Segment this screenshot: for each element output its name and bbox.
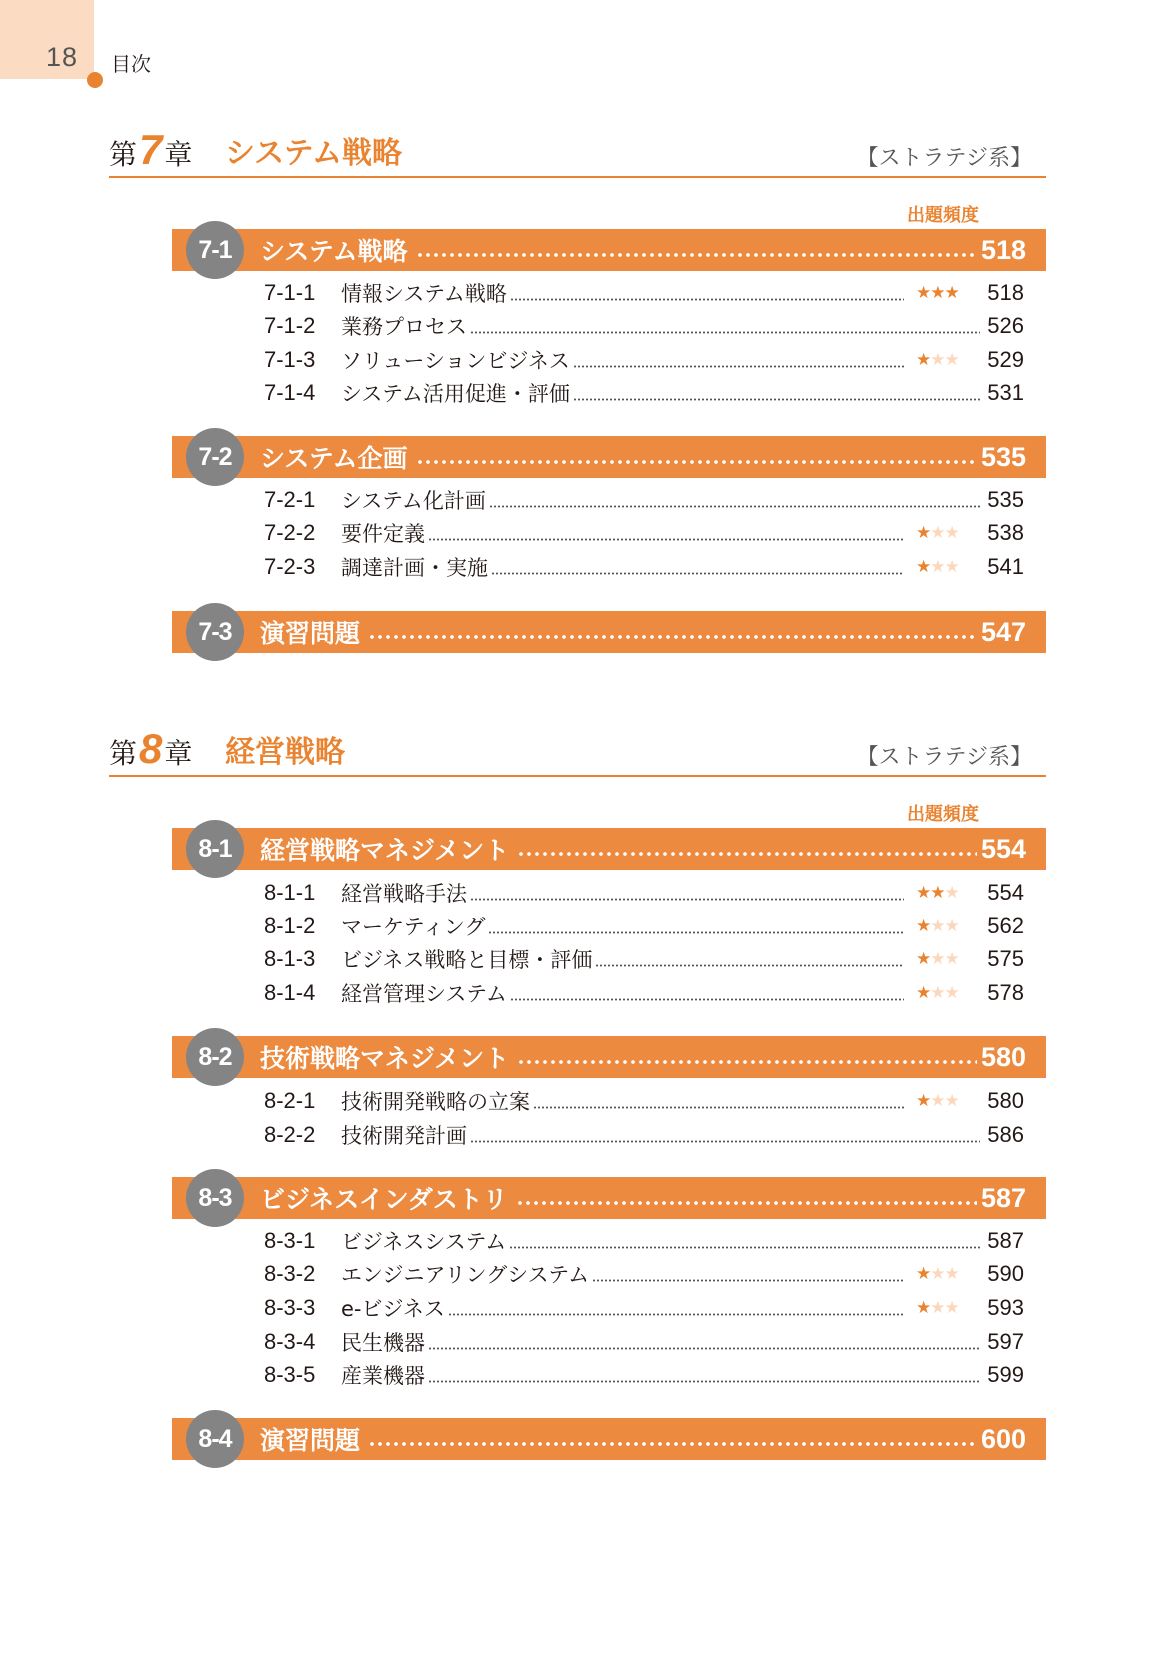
item-title: ビジネスシステム	[341, 1230, 507, 1254]
item-number: 8-3-4	[264, 1329, 316, 1354]
chapter-label: 第8章	[109, 725, 193, 772]
section-number-badge: 8-2	[186, 1028, 244, 1086]
item-number: 7-1-2	[264, 313, 316, 338]
leader-dots	[368, 1442, 977, 1446]
item-title: e-ビジネス	[341, 1297, 445, 1321]
toc-item[interactable]	[264, 1293, 1024, 1323]
chapter-title: システム戦略	[225, 136, 402, 171]
page-number: 18	[46, 42, 79, 72]
star-empty-icon: ★	[944, 1264, 959, 1284]
leader-dots	[533, 1106, 904, 1109]
star-filled-icon: ★	[916, 1264, 931, 1284]
item-page: 526	[987, 313, 1024, 338]
leader-dots	[517, 852, 977, 856]
star-empty-icon: ★	[930, 557, 945, 577]
section-title: 経営戦略マネジメント	[260, 836, 510, 865]
toc-item[interactable]	[264, 1226, 1024, 1256]
star-filled-icon: ★	[916, 916, 931, 936]
toc-item[interactable]	[264, 485, 1024, 515]
toc-item[interactable]	[264, 1120, 1024, 1150]
leader-dots	[491, 572, 904, 575]
item-page: 554	[987, 880, 1024, 905]
section-bar[interactable]	[172, 229, 1046, 271]
item-page: 529	[987, 347, 1024, 372]
leader-dots	[470, 1140, 980, 1143]
star-filled-icon: ★	[916, 983, 931, 1003]
toc-item[interactable]	[264, 1086, 1024, 1116]
leader-dots	[488, 931, 904, 934]
item-number: 8-1-1	[264, 880, 316, 905]
item-page: 587	[987, 1228, 1024, 1253]
star-filled-icon: ★	[916, 1091, 931, 1111]
star-filled-icon: ★	[916, 1298, 931, 1318]
section-bar[interactable]	[172, 1036, 1046, 1078]
item-number: 8-1-3	[264, 946, 316, 971]
star-filled-icon: ★	[944, 283, 959, 303]
item-page: 578	[987, 980, 1024, 1005]
section-number-badge: 7-2	[186, 428, 244, 486]
toc-item[interactable]	[264, 1259, 1024, 1289]
leader-dots	[592, 1279, 904, 1282]
frequency-stars	[916, 557, 972, 577]
page-dot-icon	[87, 72, 103, 88]
star-empty-icon: ★	[930, 1264, 945, 1284]
frequency-label: 出題頻度	[907, 804, 979, 825]
item-number: 8-3-5	[264, 1362, 316, 1387]
star-empty-icon: ★	[944, 983, 959, 1003]
item-number: 8-1-2	[264, 913, 316, 938]
toc-item[interactable]	[264, 378, 1024, 408]
star-filled-icon: ★	[930, 883, 945, 903]
toc-item[interactable]	[264, 878, 1024, 908]
section-number-badge: 7-3	[186, 603, 244, 661]
star-empty-icon: ★	[944, 557, 959, 577]
item-number: 7-1-4	[264, 380, 316, 405]
leader-dots	[428, 1380, 980, 1383]
section-bar[interactable]	[172, 1418, 1046, 1460]
star-empty-icon: ★	[930, 1298, 945, 1318]
star-empty-icon: ★	[944, 949, 959, 969]
toc-item[interactable]	[264, 911, 1024, 941]
item-title: 経営戦略手法	[341, 882, 467, 906]
leader-dots	[517, 1060, 977, 1064]
item-title: 要件定義	[341, 522, 425, 546]
item-page: 593	[987, 1295, 1024, 1320]
item-title: 民生機器	[341, 1331, 425, 1355]
star-empty-icon: ★	[944, 916, 959, 936]
toc-item[interactable]	[264, 345, 1024, 375]
chapter-title: 経営戦略	[225, 735, 345, 770]
leader-dots	[489, 505, 980, 508]
item-title: ソリューションビジネス	[341, 349, 570, 373]
item-title: システム化計画	[341, 489, 486, 513]
section-bar[interactable]	[172, 611, 1046, 653]
star-filled-icon: ★	[916, 523, 931, 543]
section-number-badge: 8-1	[186, 820, 244, 878]
toc-item[interactable]	[264, 518, 1024, 548]
leader-dots	[470, 331, 980, 334]
item-number: 8-3-1	[264, 1228, 316, 1253]
item-page: 518	[987, 280, 1024, 305]
star-empty-icon: ★	[930, 350, 945, 370]
item-title: 調達計画・実施	[341, 556, 488, 580]
leader-dots	[510, 298, 904, 301]
section-bar[interactable]	[172, 1177, 1046, 1219]
leader-dots	[509, 1246, 980, 1249]
section-title: システム企画	[260, 444, 408, 473]
frequency-stars	[916, 983, 972, 1003]
leader-dots	[595, 964, 904, 967]
section-page: 587	[980, 1182, 1026, 1213]
item-page: 535	[987, 487, 1024, 512]
item-number: 7-2-2	[264, 520, 316, 545]
leader-dots	[573, 365, 904, 368]
section-page: 547	[980, 616, 1026, 647]
leader-dots	[516, 1201, 977, 1205]
star-empty-icon: ★	[930, 983, 945, 1003]
section-bar[interactable]	[172, 828, 1046, 870]
toc-item[interactable]	[264, 1360, 1024, 1390]
star-empty-icon: ★	[930, 949, 945, 969]
leader-dots	[428, 538, 904, 541]
item-title: 情報システム戦略	[341, 282, 507, 306]
item-title: システム活用促進・評価	[341, 382, 570, 406]
toc-item[interactable]	[264, 311, 1024, 341]
section-title: 演習問題	[260, 619, 361, 648]
item-number: 7-2-3	[264, 554, 316, 579]
star-empty-icon: ★	[930, 916, 945, 936]
leader-dots	[428, 1347, 980, 1350]
section-title: システム戦略	[260, 237, 408, 266]
frequency-stars	[916, 1264, 972, 1284]
star-filled-icon: ★	[930, 283, 945, 303]
leader-dots	[470, 898, 904, 901]
leader-dots	[368, 635, 977, 639]
star-empty-icon: ★	[944, 1091, 959, 1111]
leader-dots	[573, 398, 980, 401]
leader-dots	[416, 253, 977, 257]
chapter-label: 第7章	[109, 126, 193, 173]
star-filled-icon: ★	[916, 283, 931, 303]
item-number: 8-2-2	[264, 1122, 316, 1147]
frequency-stars	[916, 350, 972, 370]
item-title: 技術開発計画	[341, 1124, 467, 1148]
leader-dots	[448, 1313, 904, 1316]
item-number: 7-2-1	[264, 487, 316, 512]
frequency-stars	[916, 1091, 972, 1111]
section-number-badge: 8-4	[186, 1410, 244, 1468]
toc-item[interactable]	[264, 552, 1024, 582]
item-page: 562	[987, 913, 1024, 938]
frequency-stars	[916, 883, 972, 903]
frequency-stars	[916, 523, 972, 543]
item-page: 599	[987, 1362, 1024, 1387]
star-filled-icon: ★	[916, 883, 931, 903]
item-title: 経営管理システム	[341, 982, 507, 1006]
chapter-category: 【ストラテジ系】	[856, 146, 1032, 171]
leader-dots	[416, 460, 977, 464]
section-page: 554	[980, 833, 1026, 864]
star-filled-icon: ★	[916, 350, 931, 370]
star-filled-icon: ★	[916, 949, 931, 969]
running-title: 目次	[111, 52, 151, 76]
item-page: 586	[987, 1122, 1024, 1147]
star-empty-icon: ★	[944, 350, 959, 370]
item-page: 538	[987, 520, 1024, 545]
item-page: 590	[987, 1261, 1024, 1286]
star-empty-icon: ★	[930, 523, 945, 543]
star-empty-icon: ★	[944, 883, 959, 903]
item-number: 8-3-2	[264, 1261, 316, 1286]
section-title: 演習問題	[260, 1426, 361, 1455]
toc-item[interactable]	[264, 278, 1024, 308]
chapter-8-heading	[109, 725, 1046, 777]
star-empty-icon: ★	[944, 1298, 959, 1318]
item-number: 8-3-3	[264, 1295, 316, 1320]
section-number-badge: 7-1	[186, 221, 244, 279]
toc-item[interactable]	[264, 978, 1024, 1008]
item-title: エンジニアリングシステム	[341, 1263, 590, 1287]
leader-dots	[510, 998, 904, 1001]
item-page: 580	[987, 1088, 1024, 1113]
section-title: ビジネスインダストリ	[260, 1185, 508, 1214]
frequency-stars	[916, 1298, 972, 1318]
section-title: 技術戦略マネジメント	[260, 1044, 510, 1073]
frequency-label: 出題頻度	[907, 205, 979, 226]
item-number: 7-1-3	[264, 347, 316, 372]
item-title: マーケティング	[341, 915, 486, 939]
item-number: 8-2-1	[264, 1088, 316, 1113]
star-filled-icon: ★	[916, 557, 931, 577]
star-empty-icon: ★	[930, 1091, 945, 1111]
section-bar[interactable]	[172, 436, 1046, 478]
item-title: 技術開発戦略の立案	[341, 1090, 530, 1114]
chapter-7-heading	[109, 126, 1046, 178]
chapter-category: 【ストラテジ系】	[856, 745, 1032, 770]
item-page: 541	[987, 554, 1024, 579]
star-empty-icon: ★	[944, 523, 959, 543]
item-number: 8-1-4	[264, 980, 316, 1005]
frequency-stars	[916, 916, 972, 936]
item-title: 業務プロセス	[341, 315, 467, 339]
section-page: 535	[980, 441, 1026, 472]
item-title: 産業機器	[341, 1364, 425, 1388]
frequency-stars	[916, 283, 972, 303]
section-page: 580	[980, 1041, 1026, 1072]
item-page: 597	[987, 1329, 1024, 1354]
item-page: 575	[987, 946, 1024, 971]
toc-item[interactable]	[264, 944, 1024, 974]
item-number: 7-1-1	[264, 280, 316, 305]
section-number-badge: 8-3	[186, 1169, 244, 1227]
frequency-stars	[916, 949, 972, 969]
section-page: 600	[980, 1423, 1026, 1454]
section-page: 518	[980, 234, 1026, 265]
toc-item[interactable]	[264, 1327, 1024, 1357]
item-page: 531	[987, 380, 1024, 405]
item-title: ビジネス戦略と目標・評価	[341, 948, 593, 972]
